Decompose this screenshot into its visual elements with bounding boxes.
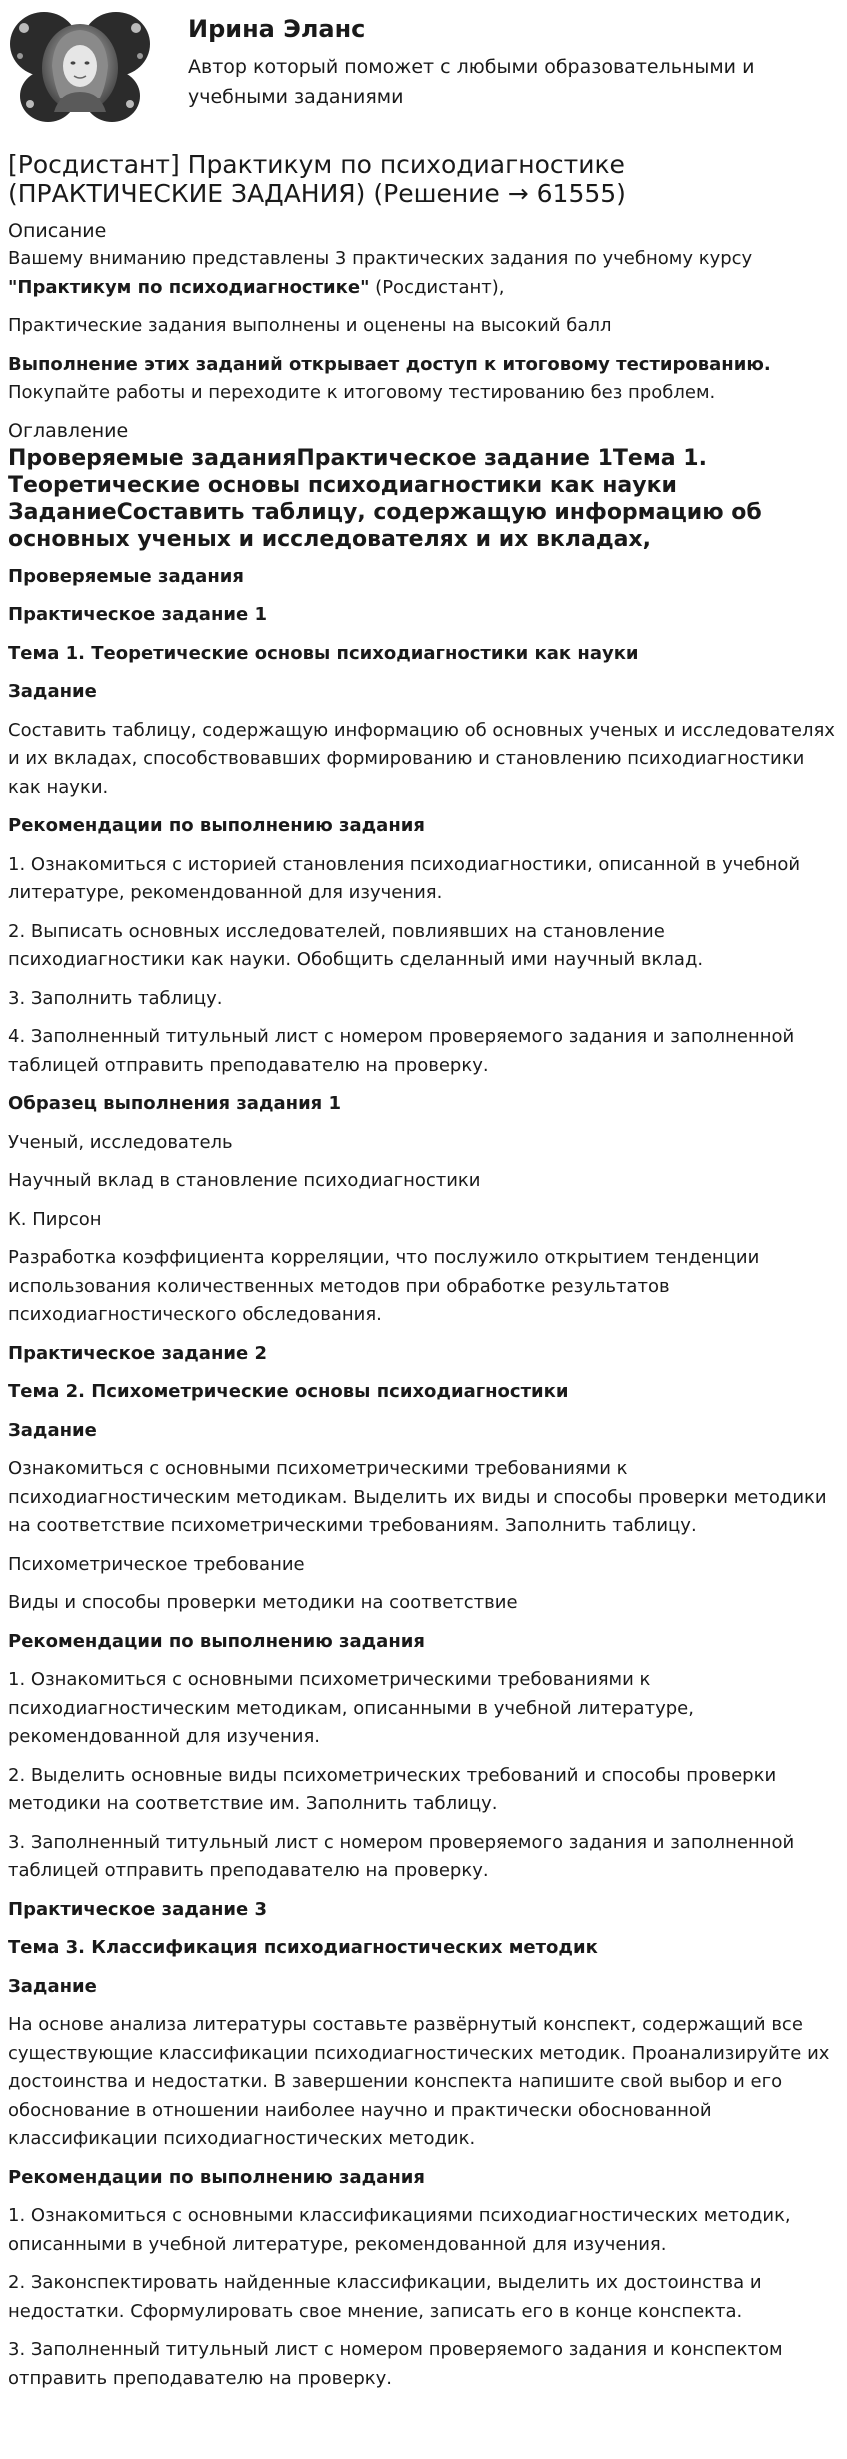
task1-table-name: К. Пирсон — [8, 1208, 102, 1230]
task1-sample-label: Образец выполнения задания 1 — [8, 1093, 342, 1114]
description-intro — [8, 245, 839, 302]
course-suffix: (Росдистант), — [369, 276, 505, 298]
task1-table-contribution: Разработка коэффициента корреляции, что послужило открытием тенденции использования количественных методов при обработке результатов психодиагностического обследования. — [8, 1247, 760, 1325]
task3-task-text: На основе анализа литературы составьте развёрнутый конспект, содержащий все существующие классификации психодиагностических методик. Проанализируйте их достоинства и недостатки. В завершении конспекта напишите свой выбор и его обоснование в отношении наиболее научно и практически обоснованной классификации психодиагностических методик. — [8, 2014, 830, 2149]
task1-rec-1: 1. Ознакомиться с историей становления психодиагностики, описанной в учебной литературе, рекомендованной для изучения. — [8, 853, 801, 903]
task3-task-label: Задание — [8, 1975, 97, 1997]
work-title: [Росдистант] Практикум по психодиагностике (ПРАКТИЧЕСКИЕ ЗАДАНИЯ) (Решение → 61555) — [8, 150, 626, 208]
task2-table-col2: Виды и способы проверки методики на соответствие — [8, 1592, 518, 1613]
task3-rec-label: Рекомендации по выполнению задания — [8, 2166, 425, 2188]
author-card — [8, 0, 839, 126]
task1-table-col2: Научный вклад в становление психодиагностики — [8, 1170, 481, 1191]
task1-rec-4: 4. Заполненный титульный лист с номером проверяемого задания и заполненной таблицей отправить преподавателю на проверку. — [8, 1026, 795, 1076]
task1-title: Практическое задание 1 — [8, 604, 267, 625]
section-heading: Проверяемые задания — [8, 565, 244, 587]
task3-title: Практическое задание 3 — [8, 1898, 267, 1920]
task1-table-col1: Ученый, исследователь — [8, 1131, 233, 1153]
task3-rec-3: 3. Заполненный титульный лист с номером проверяемого задания и конспектом отправить преподавателю на проверку. — [8, 2339, 783, 2389]
task3-topic: Тема 3. Классификация психодиагностических методик — [8, 1937, 598, 1958]
task2-rec-2: 2. Выделить основные виды психометрических требований и способы проверки методики на соответствие им. Заполнить таблицу. — [8, 1764, 777, 1814]
task1-topic: Тема 1. Теоретические основы психодиагностики как науки — [8, 642, 639, 664]
description-note — [8, 351, 839, 408]
task2-title: Практическое задание 2 — [8, 1342, 267, 1364]
task2-task-label: Задание — [8, 1419, 97, 1441]
author-description: Автор который поможет с любыми образовательными и учебными заданиями — [188, 56, 755, 108]
task2-topic: Тема 2. Психометрические основы психодиагностики — [8, 1381, 569, 1402]
task2-rec-1: 1. Ознакомиться с основными психометрическими требованиями к психодиагностическим методикам, описанными в учебной литературе, рекомендованной для изучения. — [8, 1669, 694, 1747]
table-of-contents[interactable]: Проверяемые заданияПрактическое задание 1Тема 1. Теоретические основы психодиагностики как науки ЗаданиеСоставить таблицу, содержащую информацию об основных ученых и исследователях и их вкладах, — [8, 445, 762, 552]
task2-rec-label: Рекомендации по выполнению задания — [8, 1630, 425, 1652]
task3-rec-2: 2. Законспектировать найденные классификации, выделить их достоинства и недостатки. Сформулировать свое мнение, записать его в конце конспекта. — [8, 2272, 762, 2322]
task2-task-text: Ознакомиться с основными психометрическими требованиями к психодиагностическим методикам. Выделить их виды и способы проверки методики на соответствие психометрическими требованиям. Заполнить таблицу. — [8, 1458, 827, 1536]
avatar-butterfly-frame — [8, 8, 152, 126]
task1-task-text: Составить таблицу, содержащую информацию об основных ученых и исследователях и их вкладах, способствовавших формированию и становлению психодиагностики как науки. — [8, 719, 835, 798]
task1-rec-2: 2. Выписать основных исследователей, повлиявших на становление психодиагностики как науки. Обобщить сделанный ими научный вклад. — [8, 920, 704, 970]
course-name: "Практикум по психодиагностике" — [8, 276, 370, 298]
description-label: Описание — [8, 220, 107, 242]
description-line1: Вашему вниманию представлены 3 практических задания по учебному курсу — [8, 248, 753, 269]
author-info — [188, 8, 788, 112]
description-line2: Практические задания выполнены и оценены на высокий балл — [8, 315, 612, 336]
description-note-text: Покупайте работы и переходите к итоговому тестированию без проблем. — [8, 382, 716, 403]
task1-task-label: Задание — [8, 681, 97, 702]
author-avatar[interactable] — [8, 8, 152, 126]
task3-rec-1: 1. Ознакомиться с основными классификациями психодиагностических методик, описанными в учебной литературе, рекомендованной для изучения. — [8, 2205, 791, 2255]
description-bold-note: Выполнение этих заданий открывает доступ к итоговому тестированию. — [8, 353, 771, 375]
task2-table-col1: Психометрическое требование — [8, 1553, 305, 1575]
task1-rec-3: 3. Заполнить таблицу. — [8, 987, 223, 1009]
toc-label: Оглавление — [8, 419, 129, 442]
task1-rec-label: Рекомендации по выполнению задания — [8, 815, 425, 836]
task2-rec-3: 3. Заполненный титульный лист с номером проверяемого задания и заполненной таблицей отправить преподавателю на проверку. — [8, 1831, 795, 1881]
author-name[interactable]: Ирина Эланс — [188, 15, 366, 43]
